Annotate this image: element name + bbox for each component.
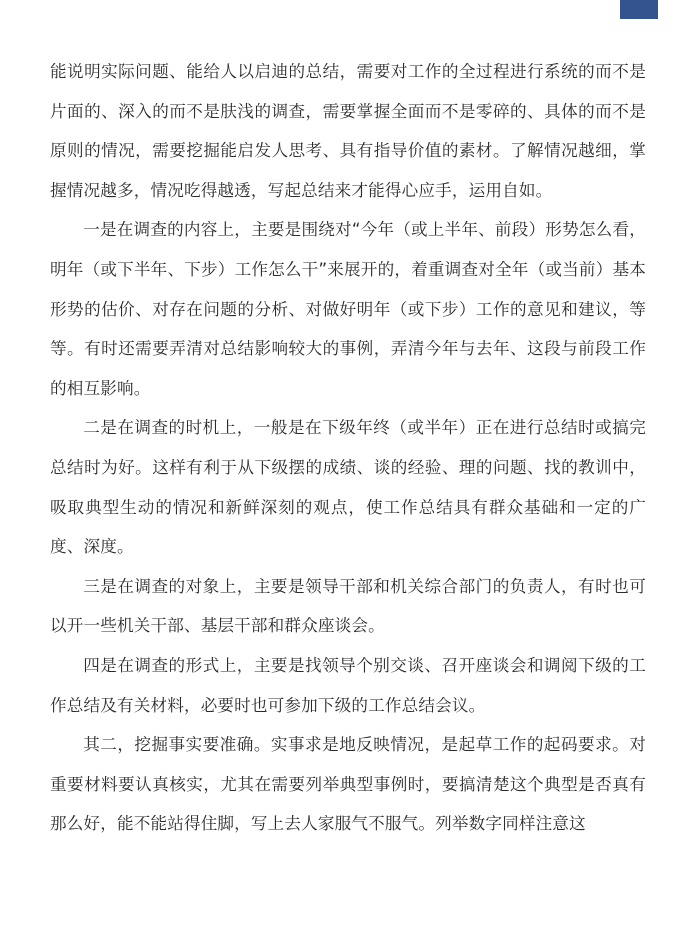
paragraph-3: 二是在调查的时机上，一般是在下级年终（或半年）正在进行总结时或搞完总结时为好。这样有利于从下级摆的成绩、谈的经验、理的问题、找的教训中，吸取典型生动的情况和新鲜深刻的观点，使工作总结具有群众基础和一定的广度、深度。 (50, 418, 646, 557)
paragraph-4: 三是在调查的对象上，主要是领导干部和机关综合部门的负责人，有时也可以开一些机关干部、基层干部和群众座谈会。 (50, 576, 646, 636)
paragraph-6: 其二，挖掘事实要准确。实事求是地反映情况，是起草工作的起码要求。对重要材料要认真核实，尤其在需要列举典型事例时，要搞清楚这个典型是否真有那么好，能不能站得住脚，写上去人家服气不服气。列举数字同样注意这 (50, 735, 646, 834)
paragraph-2: 一是在调查的内容上，主要是围绕对“今年（或上半年、前段）形势怎么看，明年（或下半年、下步）工作怎么干”来展开的，着重调查对全年（或当前）基本形势的估价、对存在问题的分析、对做好明年（或下步）工作的意见和建议，等等。有时还需要弄清对总结影响较大的事例，弄清今年与去年、这段与前段工作的相互影响。 (50, 220, 646, 398)
paragraph-5: 四是在调查的形式上，主要是找领导个别交谈、召开座谈会和调阅下级的工作总结及有关材料，必要时也可参加下级的工作总结会议。 (50, 655, 646, 715)
document-text-body (50, 52, 646, 844)
header-color-block-icon (620, 0, 658, 19)
paragraph-1: 能说明实际问题、能给人以启迪的总结，需要对工作的全过程进行系统的而不是片面的、深入的而不是肤浅的调查，需要掌握全面而不是零碎的、具体的而不是原则的情况，需要挖掘能启发人思考、具有指导价值的素材。了解情况越细，掌握情况越多，情况吃得越透，写起总结来才能得心应手，运用自如。 (50, 62, 646, 200)
